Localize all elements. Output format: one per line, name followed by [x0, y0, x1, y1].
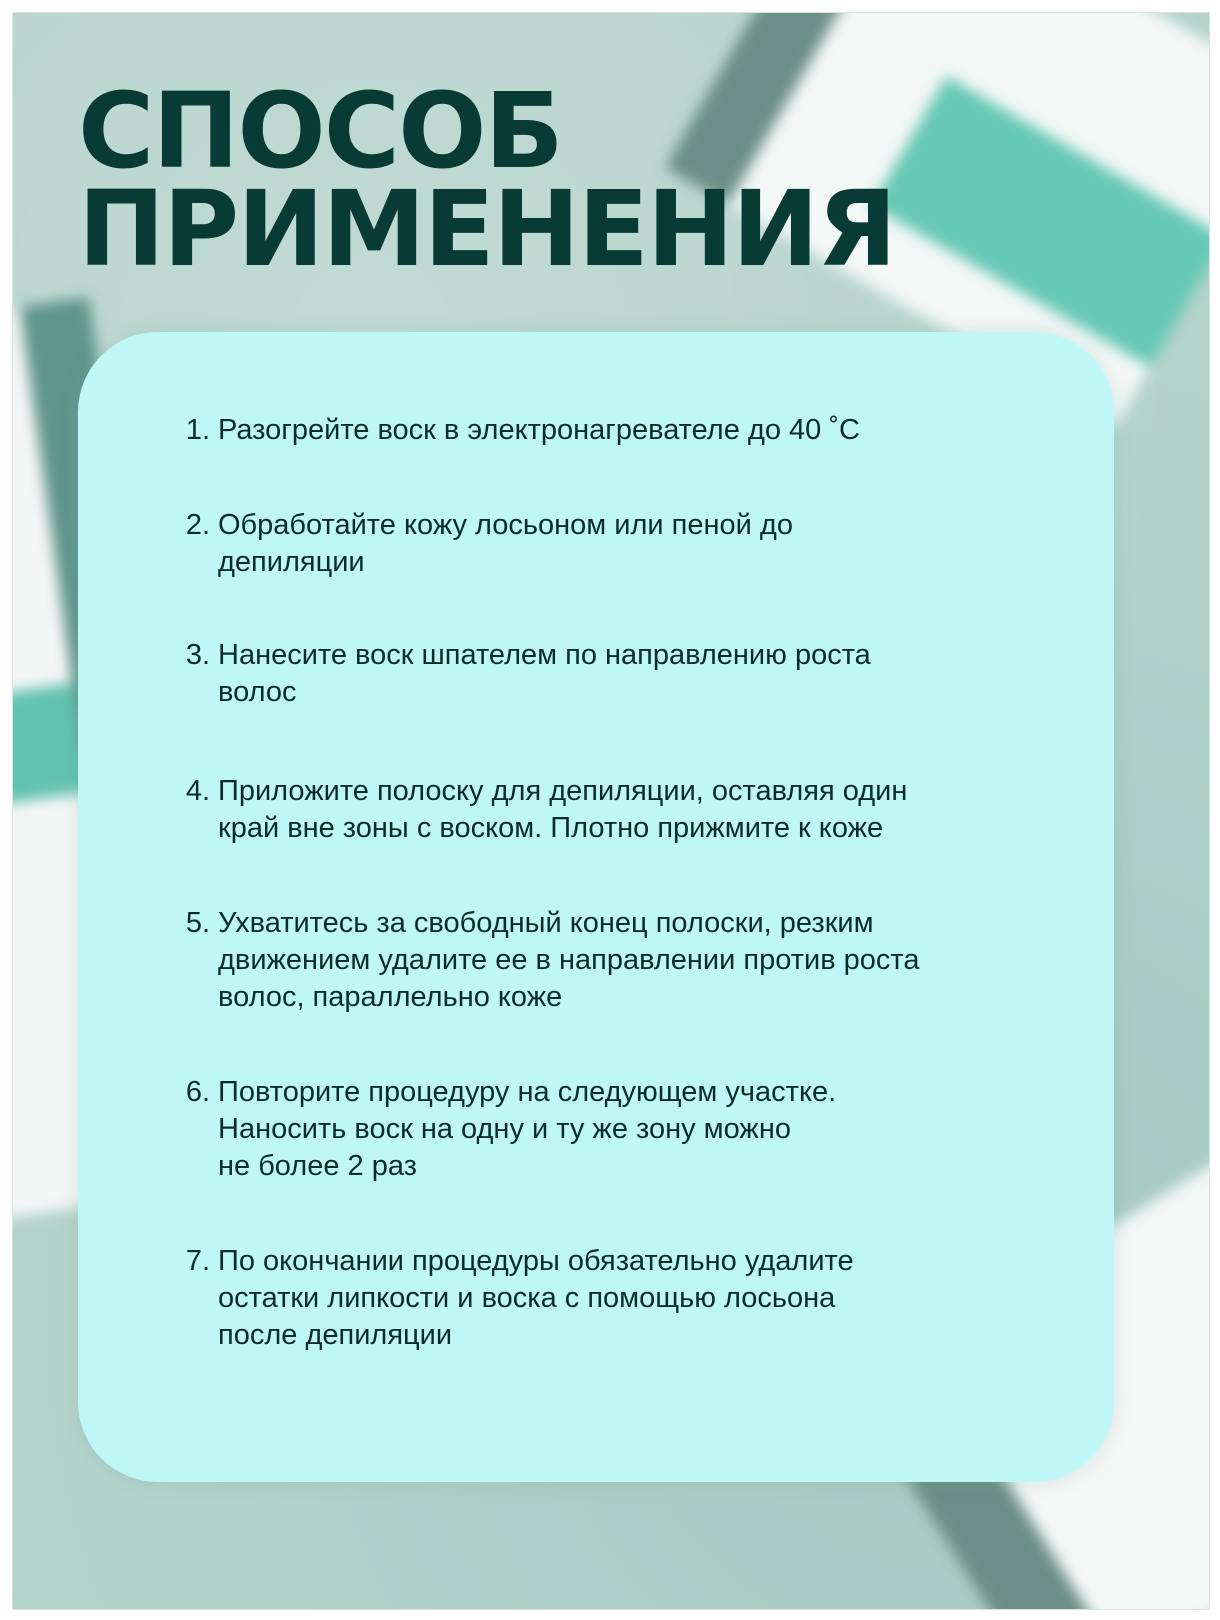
- steps-list: [168, 412, 1068, 1354]
- step-text: Повторите процедуру на следующем участке. Наносить воск на одну и ту же зону можно не более 2 раз: [218, 1076, 837, 1182]
- step-item-1: [168, 412, 1068, 449]
- step-text: Ухватитесь за свободный конец полоски, резким движением удалите ее в направлении против роста волос, параллельно коже: [218, 907, 920, 1013]
- step-item-7: [168, 1243, 1068, 1354]
- step-item-4: [168, 773, 1068, 847]
- title-line-2: ПРИМЕНЕНИЯ: [78, 168, 896, 290]
- step-item-5: [168, 905, 1068, 1016]
- instructions-card: [78, 332, 1114, 1482]
- step-text: Обработайте кожу лосьоном или пеной до депиляции: [218, 509, 793, 578]
- page-title: [78, 70, 896, 290]
- step-item-3: [168, 637, 1068, 711]
- step-number: 1.: [185, 414, 210, 446]
- title-line-1: СПОСОБ: [78, 70, 562, 192]
- step-number: 7.: [185, 1245, 210, 1277]
- step-number: 2.: [185, 509, 210, 541]
- step-item-2: [168, 507, 1068, 581]
- step-text: По окончании процедуры обязательно удалите остатки липкости и воска с помощью лосьона после депиляции: [218, 1245, 854, 1351]
- step-number: 6.: [185, 1076, 210, 1108]
- step-number: 4.: [185, 775, 210, 807]
- step-number: 3.: [185, 639, 210, 671]
- step-item-6: [168, 1074, 1068, 1185]
- step-text: Нанесите воск шпателем по направлению роста волос: [218, 639, 871, 708]
- step-text: Разогрейте воск в электронагревателе до 40 ˚С: [218, 414, 860, 446]
- step-number: 5.: [185, 907, 210, 939]
- step-text: Приложите полоску для депиляции, оставляя один край вне зоны с воском. Плотно прижмите к коже: [218, 775, 908, 844]
